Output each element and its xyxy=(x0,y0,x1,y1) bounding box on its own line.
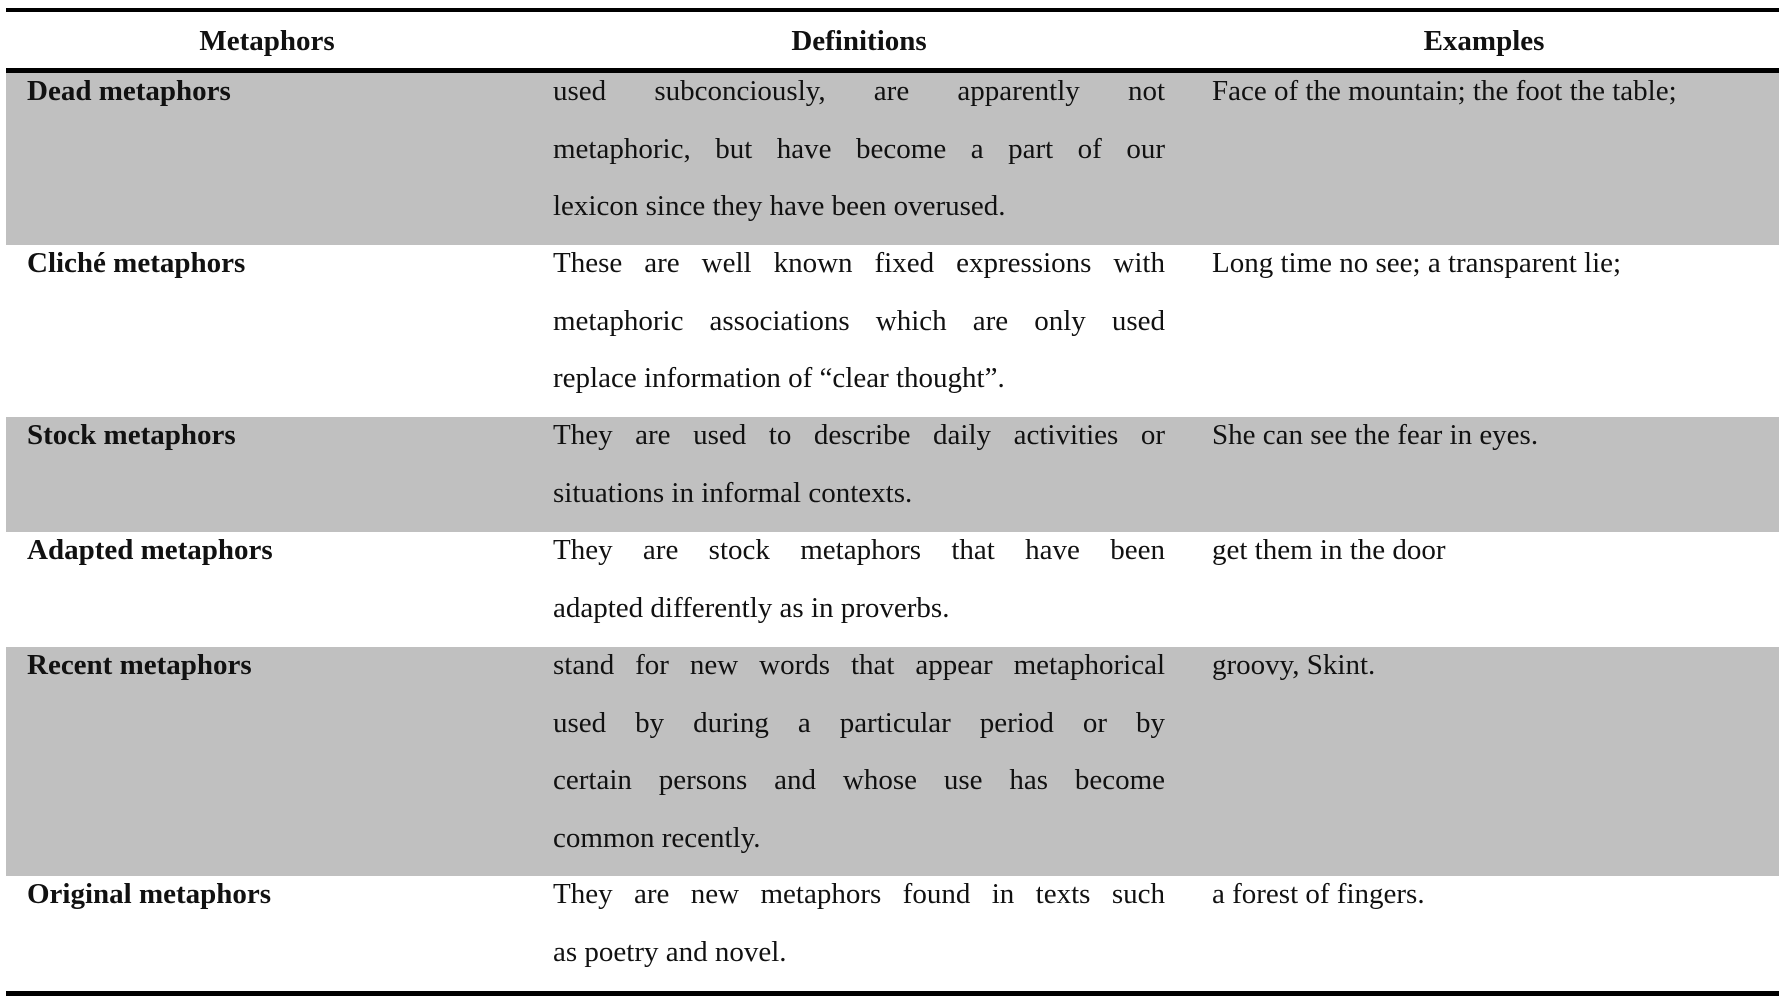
metaphor-example: Long time no see; a transparent lie; xyxy=(1212,247,1622,279)
table-row xyxy=(6,647,1779,876)
metaphor-name: Dead metaphors xyxy=(27,75,231,107)
definition-line: replace information of “clear thought”. xyxy=(553,362,1005,394)
definition-line: stand for new words that appear metaphorical xyxy=(553,649,1165,681)
metaphor-example: get them in the door xyxy=(1212,534,1446,566)
metaphors-table xyxy=(6,73,1779,990)
definition-line: metaphoric, but have become a part of our xyxy=(553,132,1165,165)
metaphor-example: a forest of fingers. xyxy=(1212,878,1425,910)
definition-line: They are new metaphors found in texts such xyxy=(553,878,1165,910)
table-row xyxy=(6,876,1779,990)
metaphor-definition xyxy=(553,235,1165,408)
table-row xyxy=(6,73,1779,245)
table-row xyxy=(6,417,1779,532)
header-metaphors: Metaphors xyxy=(199,25,335,57)
definition-line: They are stock metaphors that have been xyxy=(553,534,1165,566)
table-header xyxy=(6,12,1779,67)
definition-line: used by during a particular period or by xyxy=(553,706,1165,739)
definition-line: These are well known fixed expressions with xyxy=(553,247,1165,279)
metaphor-name: Cliché metaphors xyxy=(27,247,246,279)
definition-line: adapted differently as in proverbs. xyxy=(553,591,950,624)
table-row xyxy=(6,245,1779,417)
metaphor-example: She can see the fear in eyes. xyxy=(1212,419,1539,451)
definition-line: certain persons and whose use has become xyxy=(553,764,1165,796)
metaphor-definition xyxy=(553,866,1165,981)
table-row xyxy=(6,532,1779,647)
bottom-rule xyxy=(6,991,1779,996)
metaphor-definition xyxy=(553,637,1165,867)
metaphor-definition xyxy=(553,522,1165,637)
definition-line: lexicon since they have been overused. xyxy=(553,190,1006,222)
definition-line: used subconciously, are apparently not xyxy=(553,75,1165,107)
definition-line: metaphoric associations which are only used xyxy=(553,304,1165,337)
metaphor-name: Recent metaphors xyxy=(27,649,252,681)
metaphor-example: Face of the mountain; the foot the table; xyxy=(1212,75,1677,107)
metaphor-name: Adapted metaphors xyxy=(27,534,273,566)
definition-line: situations in informal contexts. xyxy=(553,476,913,509)
metaphor-example: groovy, Skint. xyxy=(1212,649,1376,681)
definition-line: common recently. xyxy=(553,821,761,854)
header-definitions: Definitions xyxy=(791,25,927,57)
metaphor-definition xyxy=(553,407,1165,522)
definition-line: as poetry and novel. xyxy=(553,935,787,968)
metaphor-definition xyxy=(553,63,1165,236)
metaphor-name: Original metaphors xyxy=(27,878,272,910)
metaphor-name: Stock metaphors xyxy=(27,419,236,451)
definition-line: They are used to describe daily activities or xyxy=(553,419,1165,451)
header-examples: Examples xyxy=(1423,25,1545,57)
